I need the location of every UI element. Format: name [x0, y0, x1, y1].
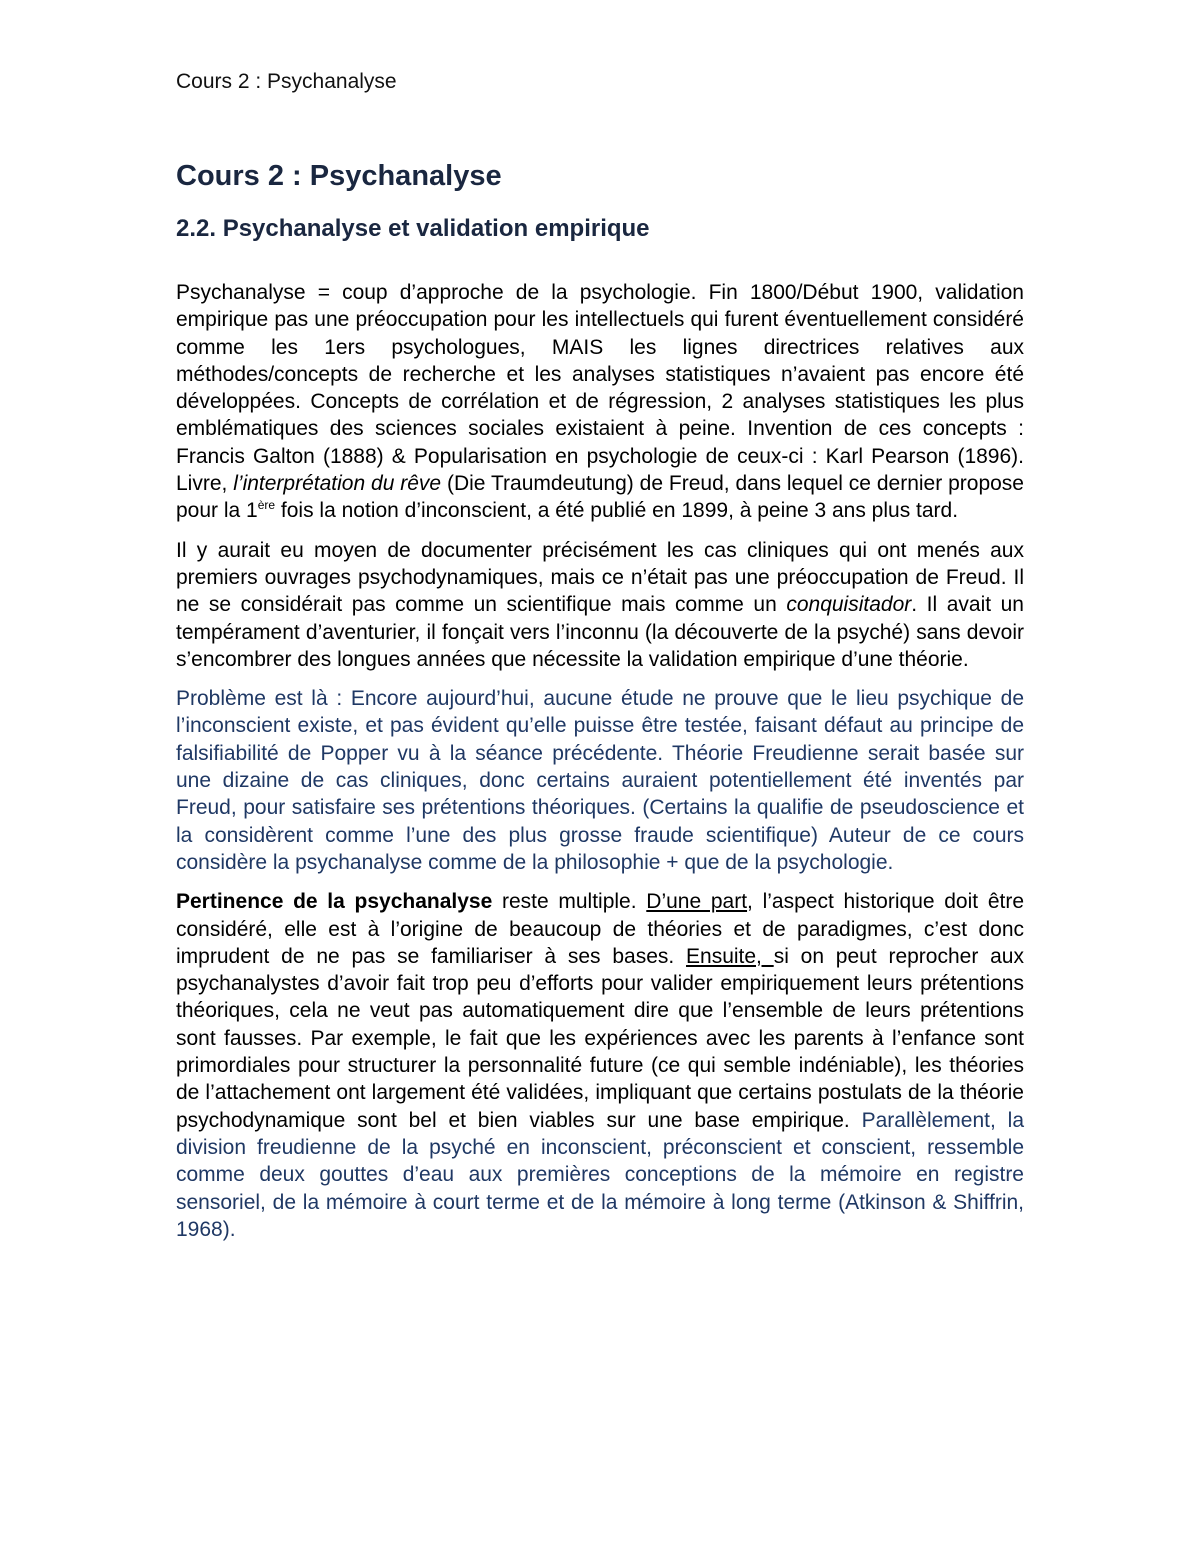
italic-term: conquisitador	[786, 593, 912, 617]
text-run: si on peut reprocher aux psychanalystes d’avoir fait trop peu d’efforts pour valider empiriquement leurs prétentions théoriques, cela ne veut pas automatiquement dire que l’ensemble de leurs prétentions sont fausses. Par exemple, le fait que les expériences avec les parents à l’enfance sont primordiales pour structurer la personnalité future (ce qui semble indéniable), les théories de l’attachement ont largement été validées, impliquant que certains postulats de la théorie psychodynamique sont bel et bien viables sur une base empirique.	[176, 944, 1024, 1132]
paragraph-probleme: Problème est là : Encore aujourd’hui, aucune étude ne prouve que le lieu psychique de l’inconscient existe, et pas évident qu’elle puisse être testée, faisant défaut au principe de falsifiabilité de Popper vu à la séance précédente. Théorie Freudienne serait basée sur une dizaine de cas cliniques, donc certains auraient potentiellement été inventés par Freud, pour satisfaire ses prétentions théoriques. (Certains la qualifie de pseudoscience et la considèrent comme l’une des plus grosse fraude scientifique) Auteur de ce cours considère la psychanalyse comme de la philosophie + que de la psychologie.	[176, 687, 1024, 874]
text-run: (Die Traumdeutung) de Freud, dans lequel ce dernier propose pour la 1	[176, 472, 1024, 523]
section-heading: 2.2. Psychanalyse et validation empirique	[176, 215, 650, 242]
document-title: Cours 2 : Psychanalyse	[176, 160, 502, 192]
text-run: Il y aurait eu moyen de documenter précisément les cas cliniques qui ont menés aux premiers ouvrages psychodynamiques, mais ce n’était pas une préoccupation de Freud. Il ne se considérait pas comme un scientifique mais comme un	[176, 538, 1024, 617]
text-run: Psychanalyse = coup d’approche de la psychologie. Fin 1800/Début 1900, validation empirique pas une préoccupation pour les intellectuels qui furent éventuellement considéré comme les 1ers psychologues, MAIS les lignes directrices relatives aux méthodes/concepts de recherche et les analyses statistiques n’avaient pas encore été développées. Concepts de corrélation et de régression, 2 analyses statistiques les plus emblématiques des sciences sociales existaient à peine. Invention de ces concepts : Francis Galton (1888) & Popularisation en psychologie de ceux-ci : Karl Pearson (1896). Livre,	[176, 281, 1024, 496]
text-run: reste multiple.	[492, 890, 647, 914]
paragraph-freud	[176, 537, 1024, 673]
document-body	[176, 160, 1024, 1255]
text-run: fois la notion d’inconscient, a été publié en 1899, à peine 3 ans plus tard.	[275, 499, 959, 523]
book-title: l’interprétation du rêve	[233, 472, 442, 496]
bold-term: Pertinence de la psychanalyse	[176, 890, 493, 914]
running-header: Cours 2 : Psychanalyse	[176, 70, 397, 93]
paragraph-intro	[176, 279, 1024, 525]
blue-text-run: Parallèlement, la division freudienne de la psyché en inconscient, préconscient et conscient, ressemble comme deux gouttes d’eau aux premières conceptions de la mémoire en registre sensoriel, de la mémoire à court terme et de la mémoire à long terme (Atkinson & Shiffrin, 1968).	[176, 1108, 1024, 1241]
text-run: . Il avait un tempérament d’aventurier, il fonçait vers l’inconnu (la découverte de la psyché) sans devoir s’encombrer des longues années que nécessite la validation empirique d’une théorie.	[176, 593, 1024, 671]
text-run: , l’aspect historique doit être considéré, elle est à l’origine de beaucoup de théories et de paradigmes, c’est donc imprudent de ne pas se familiariser à ses bases.	[176, 890, 1025, 968]
paragraph-pertinence	[176, 888, 1024, 1243]
underlined-term: Ensuite,	[686, 944, 774, 968]
underlined-term: D’une part	[646, 890, 748, 914]
superscript: ère	[257, 498, 276, 513]
